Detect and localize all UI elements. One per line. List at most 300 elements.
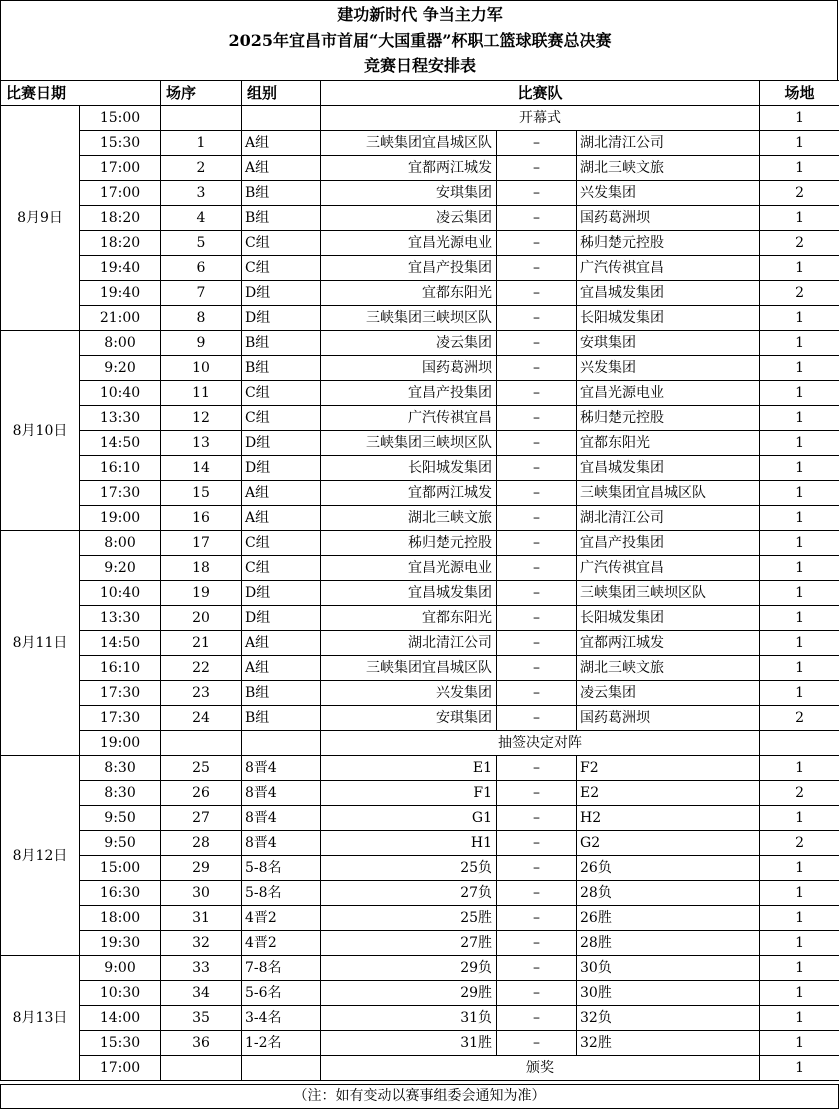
match-time: 9:20: [80, 556, 161, 581]
match-order: 34: [161, 981, 242, 1006]
home-team: 29负: [321, 956, 497, 981]
away-team: 兴发集团: [577, 356, 760, 381]
match-row: [1, 531, 839, 556]
match-order: 1: [161, 131, 242, 156]
match-group: C组: [242, 531, 321, 556]
match-row: [1, 306, 839, 331]
match-time: 13:30: [80, 606, 161, 631]
home-team: 凌云集团: [321, 206, 497, 231]
versus-dash: –: [497, 656, 577, 681]
match-group: 7-8名: [242, 956, 321, 981]
away-team: 安琪集团: [577, 331, 760, 356]
away-team: 30负: [577, 956, 760, 981]
match-time: 15:00: [80, 106, 161, 131]
match-time: 16:30: [80, 881, 161, 906]
match-row: [1, 281, 839, 306]
venue-number: 1: [760, 556, 839, 581]
footnote: （注：如有变动以赛事组委会通知为准）: [0, 1084, 839, 1109]
versus-dash: –: [497, 206, 577, 231]
venue-number: 1: [760, 256, 839, 281]
versus-dash: –: [497, 1006, 577, 1031]
match-order: 16: [161, 506, 242, 531]
versus-dash: –: [497, 806, 577, 831]
venue-number: 1: [760, 431, 839, 456]
match-group: A组: [242, 656, 321, 681]
match-time: 19:40: [80, 256, 161, 281]
home-team: 25胜: [321, 906, 497, 931]
header-order: 场序: [161, 81, 242, 106]
match-time: 16:10: [80, 456, 161, 481]
home-team: 宜都东阳光: [321, 606, 497, 631]
match-group: A组: [242, 481, 321, 506]
versus-dash: –: [497, 756, 577, 781]
versus-dash: –: [497, 606, 577, 631]
venue-number: 2: [760, 781, 839, 806]
home-team: 湖北清江公司: [321, 631, 497, 656]
match-order: 31: [161, 906, 242, 931]
home-team: 广汽传祺宜昌: [321, 406, 497, 431]
match-time: 15:30: [80, 131, 161, 156]
match-row: [1, 231, 839, 256]
match-row: [1, 131, 839, 156]
match-group: 8晋4: [242, 756, 321, 781]
venue-number: 1: [760, 981, 839, 1006]
title-schedule: 竞赛日程安排表: [363, 56, 476, 75]
match-row: [1, 481, 839, 506]
away-team: 广汽传祺宜昌: [577, 256, 760, 281]
home-team: 27负: [321, 881, 497, 906]
away-team: F2: [577, 756, 760, 781]
match-time: 17:30: [80, 681, 161, 706]
versus-dash: –: [497, 981, 577, 1006]
match-group: B组: [242, 181, 321, 206]
home-team: E1: [321, 756, 497, 781]
venue-number: 1: [760, 581, 839, 606]
match-time: 14:00: [80, 1006, 161, 1031]
venue-number: 1: [760, 506, 839, 531]
venue-number: 2: [760, 706, 839, 731]
event-name: 开幕式: [321, 106, 760, 131]
match-row: [1, 656, 839, 681]
match-order: 8: [161, 306, 242, 331]
away-team: 秭归楚元控股: [577, 231, 760, 256]
match-group: 8晋4: [242, 831, 321, 856]
match-group: D组: [242, 306, 321, 331]
match-order: 27: [161, 806, 242, 831]
versus-dash: –: [497, 281, 577, 306]
match-group: C组: [242, 406, 321, 431]
versus-dash: –: [497, 131, 577, 156]
home-team: 三峡集团三峡坝区队: [321, 306, 497, 331]
venue-number: 1: [760, 906, 839, 931]
home-team: 27胜: [321, 931, 497, 956]
match-group: C组: [242, 556, 321, 581]
versus-dash: –: [497, 406, 577, 431]
match-row: [1, 956, 839, 981]
home-team: 三峡集团三峡坝区队: [321, 431, 497, 456]
match-row: [1, 256, 839, 281]
header-date: 比赛日期: [1, 81, 161, 106]
match-row: [1, 781, 839, 806]
match-row: [1, 156, 839, 181]
away-team: 30胜: [577, 981, 760, 1006]
match-group: A组: [242, 506, 321, 531]
match-time: 14:50: [80, 631, 161, 656]
match-time: 15:00: [80, 856, 161, 881]
away-team: 国药葛洲坝: [577, 206, 760, 231]
match-order: 26: [161, 781, 242, 806]
away-team: 宜昌城发集团: [577, 281, 760, 306]
versus-dash: –: [497, 706, 577, 731]
match-time: 19:40: [80, 281, 161, 306]
venue-number: 1: [760, 156, 839, 181]
away-team: 26胜: [577, 906, 760, 931]
match-group: B组: [242, 206, 321, 231]
match-row: [1, 606, 839, 631]
match-order: 13: [161, 431, 242, 456]
match-group: B组: [242, 331, 321, 356]
home-team: 凌云集团: [321, 331, 497, 356]
order-cell: [161, 731, 242, 756]
versus-dash: –: [497, 431, 577, 456]
venue-number: 1: [760, 631, 839, 656]
home-team: 宜都两江城发: [321, 481, 497, 506]
match-date: 8月11日: [1, 531, 80, 756]
versus-dash: –: [497, 156, 577, 181]
match-row: [1, 856, 839, 881]
home-team: 安琪集团: [321, 181, 497, 206]
match-row: [1, 1031, 839, 1056]
away-team: 广汽传祺宜昌: [577, 556, 760, 581]
match-group: 3-4名: [242, 1006, 321, 1031]
versus-dash: –: [497, 581, 577, 606]
versus-dash: –: [497, 931, 577, 956]
title-block: [0, 0, 838, 81]
group-cell: [242, 1056, 321, 1081]
match-row: [1, 831, 839, 856]
venue-number: 1: [760, 1006, 839, 1031]
match-date: 8月10日: [1, 331, 80, 531]
match-time: 8:00: [80, 331, 161, 356]
away-team: 26负: [577, 856, 760, 881]
order-cell: [161, 106, 242, 131]
match-order: 15: [161, 481, 242, 506]
away-team: 秭归楚元控股: [577, 406, 760, 431]
match-row: [1, 431, 839, 456]
match-row: [1, 381, 839, 406]
match-time: 10:40: [80, 581, 161, 606]
match-group: C组: [242, 231, 321, 256]
match-order: 23: [161, 681, 242, 706]
match-time: 17:30: [80, 706, 161, 731]
away-team: 28胜: [577, 931, 760, 956]
venue-number: 1: [760, 1056, 839, 1081]
away-team: 32负: [577, 1006, 760, 1031]
match-time: 18:20: [80, 206, 161, 231]
venue-number: 2: [760, 281, 839, 306]
match-order: 35: [161, 1006, 242, 1031]
venue-number: 1: [760, 406, 839, 431]
match-order: 33: [161, 956, 242, 981]
match-time: 8:30: [80, 781, 161, 806]
match-time: 13:30: [80, 406, 161, 431]
match-time: 19:30: [80, 931, 161, 956]
match-row: [1, 406, 839, 431]
home-team: 31胜: [321, 1031, 497, 1056]
venue-number: 1: [760, 931, 839, 956]
away-team: 三峡集团三峡坝区队: [577, 581, 760, 606]
match-time: 15:30: [80, 1031, 161, 1056]
match-order: 25: [161, 756, 242, 781]
home-team: 宜昌光源电业: [321, 231, 497, 256]
match-row: [1, 356, 839, 381]
venue-number: 1: [760, 131, 839, 156]
venue-number: 1: [760, 1031, 839, 1056]
versus-dash: –: [497, 556, 577, 581]
match-row: [1, 581, 839, 606]
match-row: [1, 506, 839, 531]
match-group: 8晋4: [242, 806, 321, 831]
venue-number: 1: [760, 681, 839, 706]
home-team: 宜昌光源电业: [321, 556, 497, 581]
away-team: E2: [577, 781, 760, 806]
match-time: 9:50: [80, 831, 161, 856]
match-order: 10: [161, 356, 242, 381]
match-group: 4晋2: [242, 931, 321, 956]
match-order: 5: [161, 231, 242, 256]
match-group: 1-2名: [242, 1031, 321, 1056]
away-team: 三峡集团宜昌城区队: [577, 481, 760, 506]
event-name: 抽签决定对阵: [321, 731, 760, 756]
match-group: B组: [242, 706, 321, 731]
title-event: 2025年宜昌市首届“大国重器”杯职工篮球联赛总决赛: [228, 31, 612, 50]
match-group: D组: [242, 606, 321, 631]
match-time: 14:50: [80, 431, 161, 456]
match-row: [1, 931, 839, 956]
venue-number: 1: [760, 806, 839, 831]
venue-number: 2: [760, 181, 839, 206]
versus-dash: –: [497, 481, 577, 506]
versus-dash: –: [497, 881, 577, 906]
match-order: 28: [161, 831, 242, 856]
match-time: 17:00: [80, 181, 161, 206]
match-row: [1, 181, 839, 206]
match-order: 19: [161, 581, 242, 606]
match-order: 9: [161, 331, 242, 356]
match-order: 32: [161, 931, 242, 956]
match-time: 10:40: [80, 381, 161, 406]
match-row: [1, 206, 839, 231]
home-team: 29胜: [321, 981, 497, 1006]
match-date: 8月12日: [1, 756, 80, 956]
away-team: 宜昌产投集团: [577, 531, 760, 556]
home-team: F1: [321, 781, 497, 806]
match-group: 8晋4: [242, 781, 321, 806]
match-order: 21: [161, 631, 242, 656]
venue-number: 1: [760, 531, 839, 556]
home-team: 宜昌产投集团: [321, 381, 497, 406]
versus-dash: –: [497, 956, 577, 981]
match-order: 20: [161, 606, 242, 631]
match-order: 24: [161, 706, 242, 731]
away-team: 湖北三峡文旅: [577, 656, 760, 681]
schedule-body: [1, 106, 839, 1081]
away-team: 长阳城发集团: [577, 306, 760, 331]
home-team: 宜都东阳光: [321, 281, 497, 306]
away-team: G2: [577, 831, 760, 856]
venue-number: 2: [760, 231, 839, 256]
match-group: D组: [242, 581, 321, 606]
event-name: 颁奖: [321, 1056, 760, 1081]
venue-number: 1: [760, 606, 839, 631]
header-teams: 比赛队: [321, 81, 760, 106]
match-time: 19:00: [80, 731, 161, 756]
versus-dash: –: [497, 306, 577, 331]
match-row: [1, 806, 839, 831]
venue-number: 1: [760, 456, 839, 481]
match-time: 17:00: [80, 1056, 161, 1081]
match-group: 4晋2: [242, 906, 321, 931]
match-row: [1, 331, 839, 356]
match-order: 3: [161, 181, 242, 206]
venue-number: 1: [760, 656, 839, 681]
match-row: [1, 981, 839, 1006]
match-date: 8月9日: [1, 106, 80, 331]
match-time: 8:30: [80, 756, 161, 781]
home-team: 长阳城发集团: [321, 456, 497, 481]
title-slogan: 建功新时代 争当主力军: [337, 5, 503, 24]
match-time: 17:30: [80, 481, 161, 506]
schedule-table: [0, 80, 839, 1081]
home-team: 宜昌城发集团: [321, 581, 497, 606]
away-team: 宜都东阳光: [577, 431, 760, 456]
match-group: C组: [242, 256, 321, 281]
group-cell: [242, 731, 321, 756]
venue-number: 1: [760, 756, 839, 781]
match-order: 22: [161, 656, 242, 681]
match-row: [1, 556, 839, 581]
match-order: 12: [161, 406, 242, 431]
match-time: 19:00: [80, 506, 161, 531]
away-team: 国药葛洲坝: [577, 706, 760, 731]
match-order: 14: [161, 456, 242, 481]
match-row: [1, 706, 839, 731]
home-team: 宜都两江城发: [321, 156, 497, 181]
match-group: D组: [242, 456, 321, 481]
versus-dash: –: [497, 631, 577, 656]
home-team: 国药葛洲坝: [321, 356, 497, 381]
match-row: [1, 756, 839, 781]
match-order: 7: [161, 281, 242, 306]
home-team: 宜昌产投集团: [321, 256, 497, 281]
match-group: B组: [242, 356, 321, 381]
away-team: 宜昌城发集团: [577, 456, 760, 481]
match-date: 8月13日: [1, 956, 80, 1081]
venue-number: 1: [760, 881, 839, 906]
versus-dash: –: [497, 181, 577, 206]
venue-number: 1: [760, 331, 839, 356]
venue-number: 1: [760, 306, 839, 331]
home-team: 安琪集团: [321, 706, 497, 731]
versus-dash: –: [497, 506, 577, 531]
match-group: D组: [242, 281, 321, 306]
match-time: 18:00: [80, 906, 161, 931]
venue-number: 1: [760, 206, 839, 231]
group-cell: [242, 106, 321, 131]
versus-dash: –: [497, 356, 577, 381]
match-order: 36: [161, 1031, 242, 1056]
match-time: 8:00: [80, 531, 161, 556]
versus-dash: –: [497, 231, 577, 256]
venue-number: 1: [760, 356, 839, 381]
venue-number: 1: [760, 956, 839, 981]
away-team: 湖北清江公司: [577, 506, 760, 531]
match-group: D组: [242, 431, 321, 456]
versus-dash: –: [497, 781, 577, 806]
header-row: [1, 81, 839, 106]
match-row: [1, 906, 839, 931]
match-order: 11: [161, 381, 242, 406]
away-team: 湖北三峡文旅: [577, 156, 760, 181]
venue-number: 1: [760, 856, 839, 881]
match-group: 5-8名: [242, 856, 321, 881]
match-order: 2: [161, 156, 242, 181]
match-group: A组: [242, 156, 321, 181]
header-group: 组别: [242, 81, 321, 106]
home-team: 兴发集团: [321, 681, 497, 706]
home-team: 31负: [321, 1006, 497, 1031]
match-group: 5-6名: [242, 981, 321, 1006]
match-time: 17:00: [80, 156, 161, 181]
match-time: 9:20: [80, 356, 161, 381]
match-group: 5-8名: [242, 881, 321, 906]
match-row: [1, 681, 839, 706]
match-time: 9:00: [80, 956, 161, 981]
match-order: 29: [161, 856, 242, 881]
match-time: 16:10: [80, 656, 161, 681]
away-team: 宜都两江城发: [577, 631, 760, 656]
versus-dash: –: [497, 1031, 577, 1056]
versus-dash: –: [497, 381, 577, 406]
away-team: 长阳城发集团: [577, 606, 760, 631]
away-team: H2: [577, 806, 760, 831]
away-team: 宜昌光源电业: [577, 381, 760, 406]
match-time: 18:20: [80, 231, 161, 256]
home-team: 三峡集团宜昌城区队: [321, 131, 497, 156]
event-row: [1, 1056, 839, 1081]
match-group: A组: [242, 131, 321, 156]
match-time: 9:50: [80, 806, 161, 831]
match-order: 6: [161, 256, 242, 281]
home-team: H1: [321, 831, 497, 856]
versus-dash: –: [497, 831, 577, 856]
event-row: [1, 106, 839, 131]
away-team: 32胜: [577, 1031, 760, 1056]
away-team: 兴发集团: [577, 181, 760, 206]
venue-number: 1: [760, 106, 839, 131]
event-row: [1, 731, 839, 756]
match-order: 17: [161, 531, 242, 556]
match-time: 21:00: [80, 306, 161, 331]
away-team: 湖北清江公司: [577, 131, 760, 156]
away-team: 凌云集团: [577, 681, 760, 706]
home-team: 25负: [321, 856, 497, 881]
match-group: A组: [242, 631, 321, 656]
home-team: 秭归楚元控股: [321, 531, 497, 556]
versus-dash: –: [497, 906, 577, 931]
home-team: 三峡集团宜昌城区队: [321, 656, 497, 681]
versus-dash: –: [497, 856, 577, 881]
